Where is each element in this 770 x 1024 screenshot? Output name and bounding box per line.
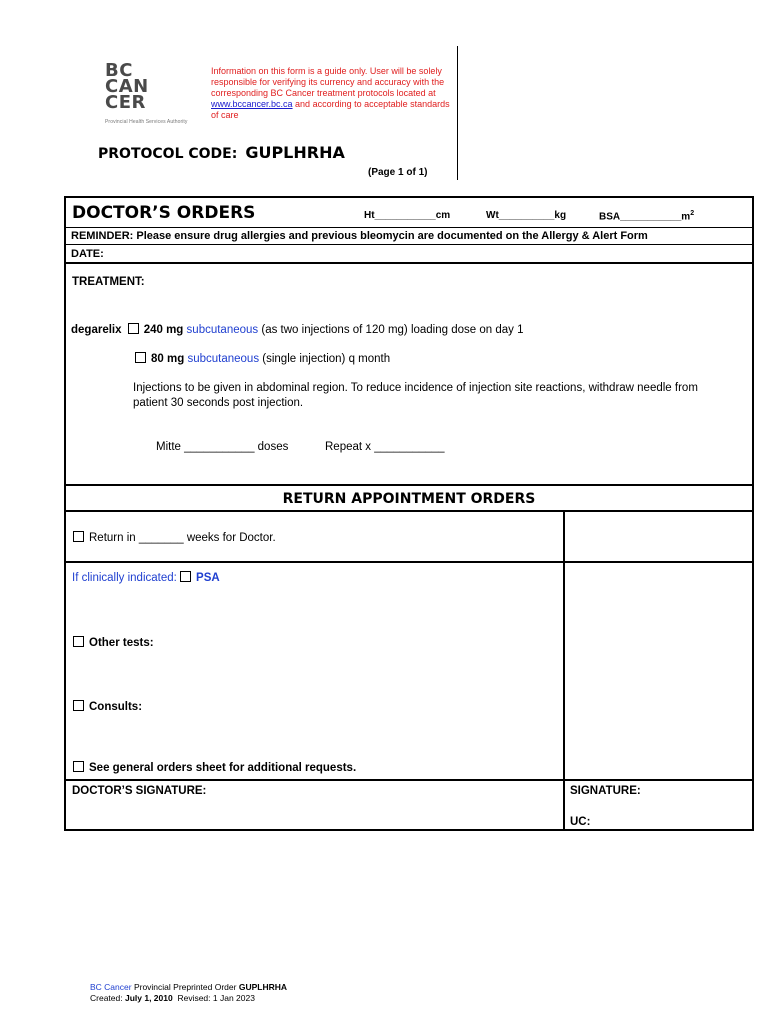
- footer: [90, 982, 287, 1004]
- bsa-unit-sup: 2: [690, 210, 695, 217]
- bc-cancer-logo: [105, 60, 149, 113]
- return-in-row: [73, 531, 276, 544]
- logo-subtitle: Provincial Health Services Authority: [105, 119, 188, 125]
- divider: [64, 227, 754, 228]
- consults-label: Consults:: [89, 701, 143, 713]
- other-tests-label: Other tests:: [89, 637, 154, 649]
- footer-org: BC Cancer: [90, 982, 132, 992]
- option-2-dose: 80 mg: [151, 353, 185, 365]
- bccancer-link[interactable]: www.bccancer.bc.ca: [211, 99, 293, 109]
- footer-code: GUPLHRHA: [238, 982, 287, 992]
- option-1-route: subcutaneous: [186, 324, 259, 336]
- general-orders-row: [73, 761, 356, 774]
- return-checkbox[interactable]: [73, 531, 84, 542]
- uc-field[interactable]: UC:: [570, 816, 591, 828]
- created-date: July 1, 2010: [124, 993, 173, 1003]
- treatment-option-1: [71, 323, 523, 336]
- clinically-indicated-row: [72, 571, 220, 584]
- divider: [64, 561, 754, 563]
- option-2-route: subcutaneous: [187, 353, 260, 365]
- drug-name: degarelix: [71, 324, 122, 336]
- repeat-field[interactable]: Repeat x ___________: [325, 441, 445, 453]
- signature-field[interactable]: SIGNATURE:: [570, 785, 641, 797]
- divider: [64, 244, 754, 245]
- return-in-text: Return in _______ weeks for Doctor.: [89, 532, 276, 544]
- treatment-heading: TREATMENT:: [72, 276, 145, 288]
- logo-line: CAN: [105, 76, 149, 97]
- psa-checkbox[interactable]: [180, 571, 191, 582]
- created-label: Created:: [90, 993, 123, 1003]
- other-tests-checkbox[interactable]: [73, 636, 84, 647]
- protocol-code: [98, 143, 345, 162]
- footer-desc: Provincial Preprinted Order: [131, 982, 239, 992]
- height-field[interactable]: Ht___________cm: [364, 210, 451, 221]
- injection-instructions: Injections to be given in abdominal region. To reduce incidence of injection site reactions, withdraw needle from patient 30 seconds post injection.: [133, 382, 698, 409]
- general-orders-label: See general orders sheet for additional requests.: [89, 762, 357, 774]
- clinically-indicated-label: If clinically indicated:: [72, 572, 177, 584]
- doctors-orders-title: DOCTOR’S ORDERS: [72, 203, 256, 223]
- consults-row: [73, 700, 142, 713]
- option-2-detail: (single injection) q month: [262, 353, 391, 365]
- mitte-field[interactable]: Mitte ___________ doses: [156, 441, 289, 453]
- option-1-dose: 240 mg: [143, 324, 184, 336]
- weight-field[interactable]: Wt__________kg: [486, 210, 567, 221]
- revised-label: Revised:: [177, 993, 211, 1003]
- other-tests-row: [73, 636, 154, 649]
- disclaimer-tail: and according to acceptable standards of care: [211, 99, 450, 120]
- logo-line: CER: [105, 92, 146, 113]
- return-appointment-heading: RETURN APPOINTMENT ORDERS: [282, 491, 536, 507]
- date-field[interactable]: DATE:: [71, 248, 104, 260]
- logo-line: BC: [105, 60, 133, 81]
- option-1-detail: (as two injections of 120 mg) loading dose on day 1: [261, 324, 524, 336]
- divider: [64, 484, 754, 486]
- header-divider: [457, 46, 458, 180]
- disclaimer-text: [211, 66, 451, 121]
- bsa-field[interactable]: [599, 210, 694, 222]
- divider: [64, 779, 754, 781]
- footer-line-1: [90, 982, 287, 993]
- orders-form: [64, 196, 754, 831]
- footer-line-2: [90, 993, 287, 1004]
- revised-date: 1 Jan 2023: [212, 993, 255, 1003]
- protocol-code-value: GUPLHRHA: [245, 143, 345, 162]
- psa-label: PSA: [196, 572, 220, 584]
- option-2-checkbox[interactable]: [135, 352, 146, 363]
- treatment-option-2: [135, 352, 390, 365]
- page-indicator: (Page 1 of 1): [368, 167, 428, 178]
- protocol-label: PROTOCOL CODE:: [98, 146, 238, 162]
- consults-checkbox[interactable]: [73, 700, 84, 711]
- general-orders-checkbox[interactable]: [73, 761, 84, 772]
- doctor-signature-field[interactable]: DOCTOR’S SIGNATURE:: [72, 785, 207, 797]
- divider: [64, 510, 754, 512]
- bsa-label: BSA___________m: [599, 211, 691, 223]
- disclaimer-body: Information on this form is a guide only. User will be solely responsible for verifying its currency and accuracy with the corresponding BC Cancer treatment protocols located at: [211, 66, 445, 98]
- reminder-text: REMINDER: Please ensure drug allergies and previous bleomycin are documented on the Allergy & Alert Form: [71, 230, 648, 242]
- option-1-checkbox[interactable]: [128, 323, 139, 334]
- divider: [64, 262, 754, 264]
- column-divider: [563, 510, 565, 830]
